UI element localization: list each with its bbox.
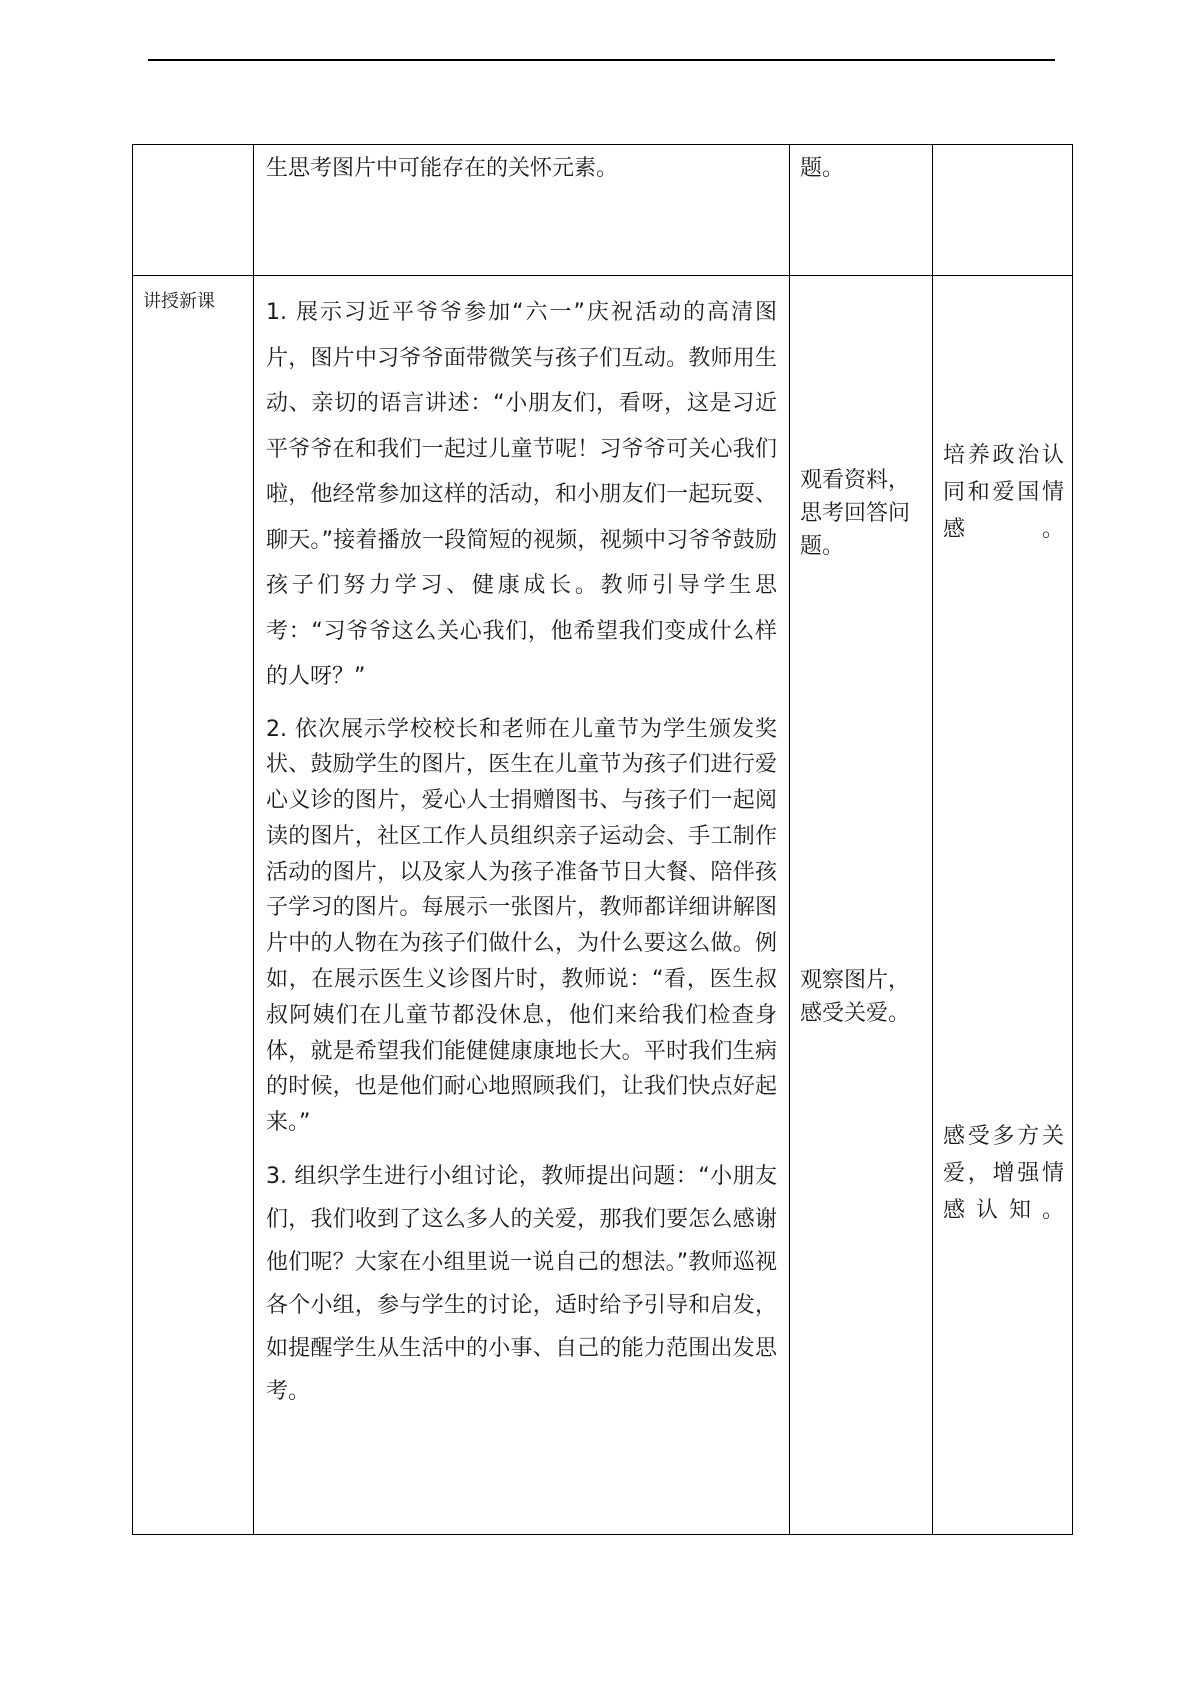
- teacher-activity-cell: [254, 145, 790, 276]
- teacher-activity-text: 生思考图片中可能存在的关怀元素。: [266, 156, 619, 181]
- student-activity-2: 观察图片，感受关爱。: [800, 968, 911, 1026]
- activity-paragraph-2: 2. 依次展示学校校长和老师在儿童节为学生颁发奖状、鼓励学生的图片，医生在儿童节为孩子们进行爱心义诊的图片，爱心人士捐赠图书、与孩子们一起阅读的图片，社区工作人员组织亲子运动会、手工制作活动的图片，以及家人为孩子准备节日大餐、陪伴孩子学习的图片。每展示一张图片，教师都详细讲解图片中的人物在为孩子们做什么，为什么要这么做。例如，在展示医生义诊图片时，教师说：“看，医生叔叔阿姨们在儿童节都没休息，他们来给我们检查身体，就是希望我们能健健康康地长大。平时我们生病的时候，也是他们耐心地照顾我们，让我们快点好起来。”: [266, 716, 777, 1136]
- lesson-plan-table: [132, 144, 1073, 1535]
- design-intent-1: 培养政治认同和爱国情感。: [943, 443, 1064, 542]
- activity-paragraph-1: 1. 展示习近平爷爷参加“六一”庆祝活动的高清图片，图片中习爷爷面带微笑与孩子们互动。教师用生动、亲切的语言讲述：“小朋友们，看呀，这是习近平爷爷在和我们一起过儿童节呢！习爷爷可关心我们啦，他经常参加这样的活动，和小朋友们一起玩耍、聊天。”接着播放一段简短的视频，视频中习爷爷鼓励孩子们努力学习、健康成长。教师引导学生思考：“习爷爷这么关心我们，他希望我们变成什么样的人呀？”: [266, 300, 777, 689]
- header-rule: [148, 59, 1055, 61]
- design-intent-cell-empty: [933, 145, 1073, 276]
- student-activity-cell: [790, 276, 933, 1535]
- table-row-continued: [133, 145, 1073, 276]
- stage-label: 讲授新课: [143, 291, 215, 312]
- teacher-activity-cell: [254, 276, 790, 1535]
- student-activity-1: 观看资料，思考回答问题。: [800, 468, 911, 559]
- table-row-new-lesson: [133, 276, 1073, 1535]
- stage-cell: [133, 276, 254, 1535]
- student-activity-text: 题。: [800, 156, 845, 181]
- design-intent-2: 感受多方关爱，增强情感认知。: [943, 1124, 1064, 1223]
- design-intent-cell: [933, 276, 1073, 1535]
- activity-paragraph-3: 3. 组织学生进行小组讨论，教师提出问题：“小朋友们，我们收到了这么多人的关爱，那我们要怎么感谢他们呢？大家在小组里说一说自己的想法。”教师巡视各个小组，参与学生的讨论，适时给予引导和启发，如提醒学生从生活中的小事、自己的能力范围出发思考。: [266, 1164, 777, 1405]
- stage-cell-empty: [133, 145, 254, 276]
- student-activity-cell: [790, 145, 933, 276]
